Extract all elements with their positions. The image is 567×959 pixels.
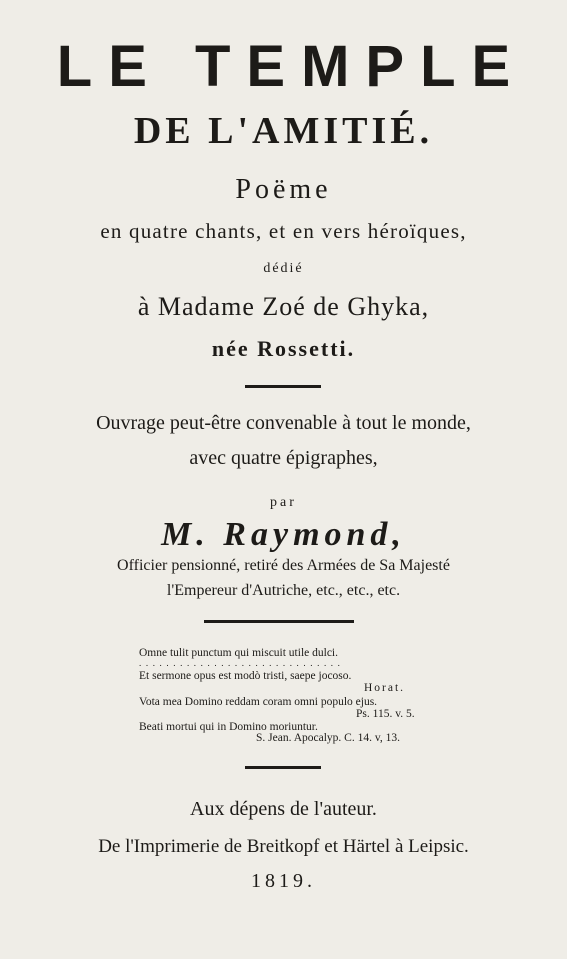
epigraph-source-4: S. Jean. Apocalyp. C. 14. v, 13.: [256, 732, 400, 744]
description-line-1: Ouvrage peut-être convenable à tout le monde,: [96, 412, 471, 434]
dedie: dédié: [263, 261, 304, 276]
author: M. Raymond,: [161, 516, 406, 553]
epigraph-line-3: Vota mea Domino reddam coram omni populo ejus.: [139, 696, 378, 708]
author-title-line-1: Officier pensionné, retiré des Armées de Sa Majesté: [117, 557, 450, 574]
divider-rule-3: [245, 766, 321, 769]
imprint-line-1: Aux dépens de l'auteur.: [190, 798, 377, 820]
genre: Poëme: [235, 174, 332, 205]
nee: née Rossetti.: [211, 336, 356, 361]
par: par: [270, 495, 297, 510]
epigraph-dots: ..............................: [139, 658, 345, 668]
year: 1819.: [251, 870, 316, 892]
epigraph-source-3: Ps. 115. v. 5.: [356, 708, 415, 720]
dedicatee: à Madame Zoé de Ghyka,: [137, 292, 430, 321]
imprint-line-2: De l'Imprimerie de Breitkopf et Härtel à Leipsic.: [98, 836, 469, 857]
title-line-1: LE TEMPLE: [56, 34, 527, 99]
author-title-line-2: l'Empereur d'Autriche, etc., etc., etc.: [166, 582, 401, 599]
epigraph-line-4: Beati mortui qui in Domino moriuntur.: [139, 721, 318, 733]
divider-rule-1: [245, 385, 321, 388]
divider-rule-2: [204, 620, 354, 623]
epigraph-line-2: Et sermone opus est modò tristi, saepe jocoso.: [139, 670, 352, 682]
epigraph-line-1: Omne tulit punctum qui miscuit utile dulci.: [139, 647, 338, 659]
description-line-2: avec quatre épigraphes,: [189, 447, 378, 469]
title-line-2: DE L'AMITIÉ.: [133, 110, 434, 152]
subtitle: en quatre chants, et en vers héroïques,: [100, 219, 467, 243]
epigraph-source-2: Horat.: [364, 682, 406, 694]
